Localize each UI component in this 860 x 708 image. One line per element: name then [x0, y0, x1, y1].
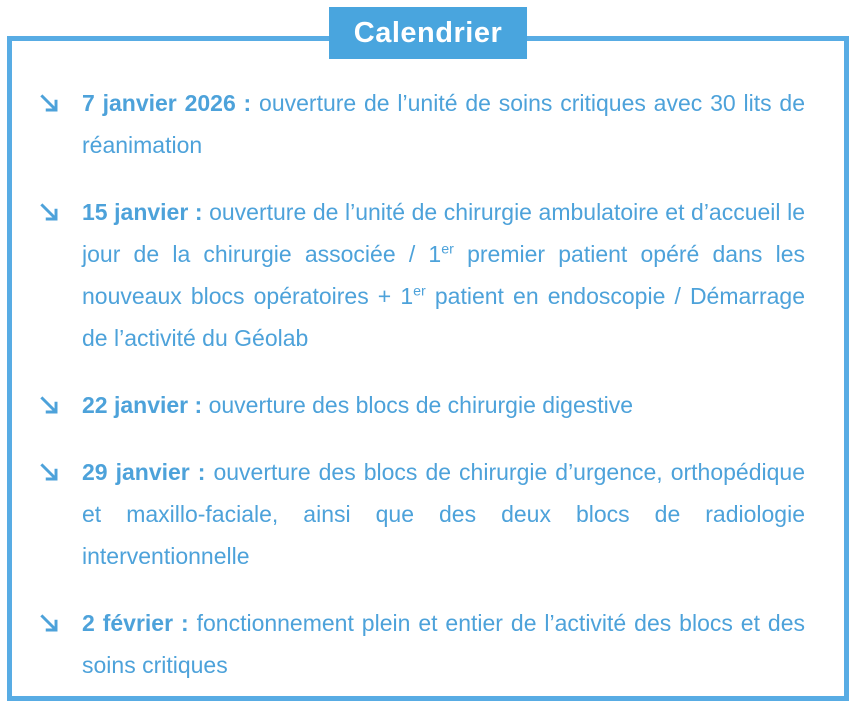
event-date: 22 janvier : — [82, 392, 203, 418]
superscript: er — [441, 241, 454, 258]
calendar-item — [38, 602, 805, 686]
calendar-item — [38, 384, 805, 426]
event-description — [82, 451, 805, 577]
text-segment: patient en endoscopie / Démarrage de l’activité du Géolab — [82, 283, 805, 351]
arrow-down-right-icon — [38, 384, 82, 416]
arrow-down-right-icon — [38, 602, 82, 634]
arrow-down-right-icon — [38, 451, 82, 483]
event-list — [13, 43, 835, 708]
arrow-down-right-icon — [38, 82, 82, 114]
text-segment: fonctionnement plein et entier de l’activité des blocs et des soins critiques — [82, 610, 805, 678]
text-segment: ouverture de l’unité de chirurgie ambulatoire et d’accueil le jour de la chirurgie associée / 1 — [82, 199, 805, 267]
calendar-item — [38, 82, 805, 166]
event-date: 2 février : — [82, 610, 189, 636]
superscript: er — [413, 283, 426, 300]
event-description — [82, 602, 805, 686]
event-body-text — [202, 392, 633, 418]
event-date: 15 janvier : — [82, 199, 203, 225]
text-segment: ouverture de l’unité de soins critiques avec 30 lits de réanimation — [82, 90, 805, 158]
event-description — [82, 384, 805, 426]
calendar-item — [38, 191, 805, 359]
arrow-down-right-icon — [38, 191, 82, 223]
text-segment: ouverture des blocs de chirurgie d’urgence, orthopédique et maxillo-faciale, ainsi que des deux blocs de radiologie interventionnelle — [82, 459, 805, 569]
event-date: 29 janvier : — [82, 459, 206, 485]
event-body-text — [82, 610, 805, 678]
text-segment: premier patient opéré dans les nouveaux blocs opératoires + 1 — [82, 241, 805, 309]
page-title: Calendrier — [353, 16, 503, 49]
event-description — [82, 191, 805, 359]
event-date: 7 janvier 2026 : — [82, 90, 252, 116]
event-description — [82, 82, 805, 166]
calendar-item — [38, 451, 805, 577]
text-segment: ouverture des blocs de chirurgie digestive — [202, 392, 634, 418]
calendar-header-tab — [329, 7, 527, 59]
